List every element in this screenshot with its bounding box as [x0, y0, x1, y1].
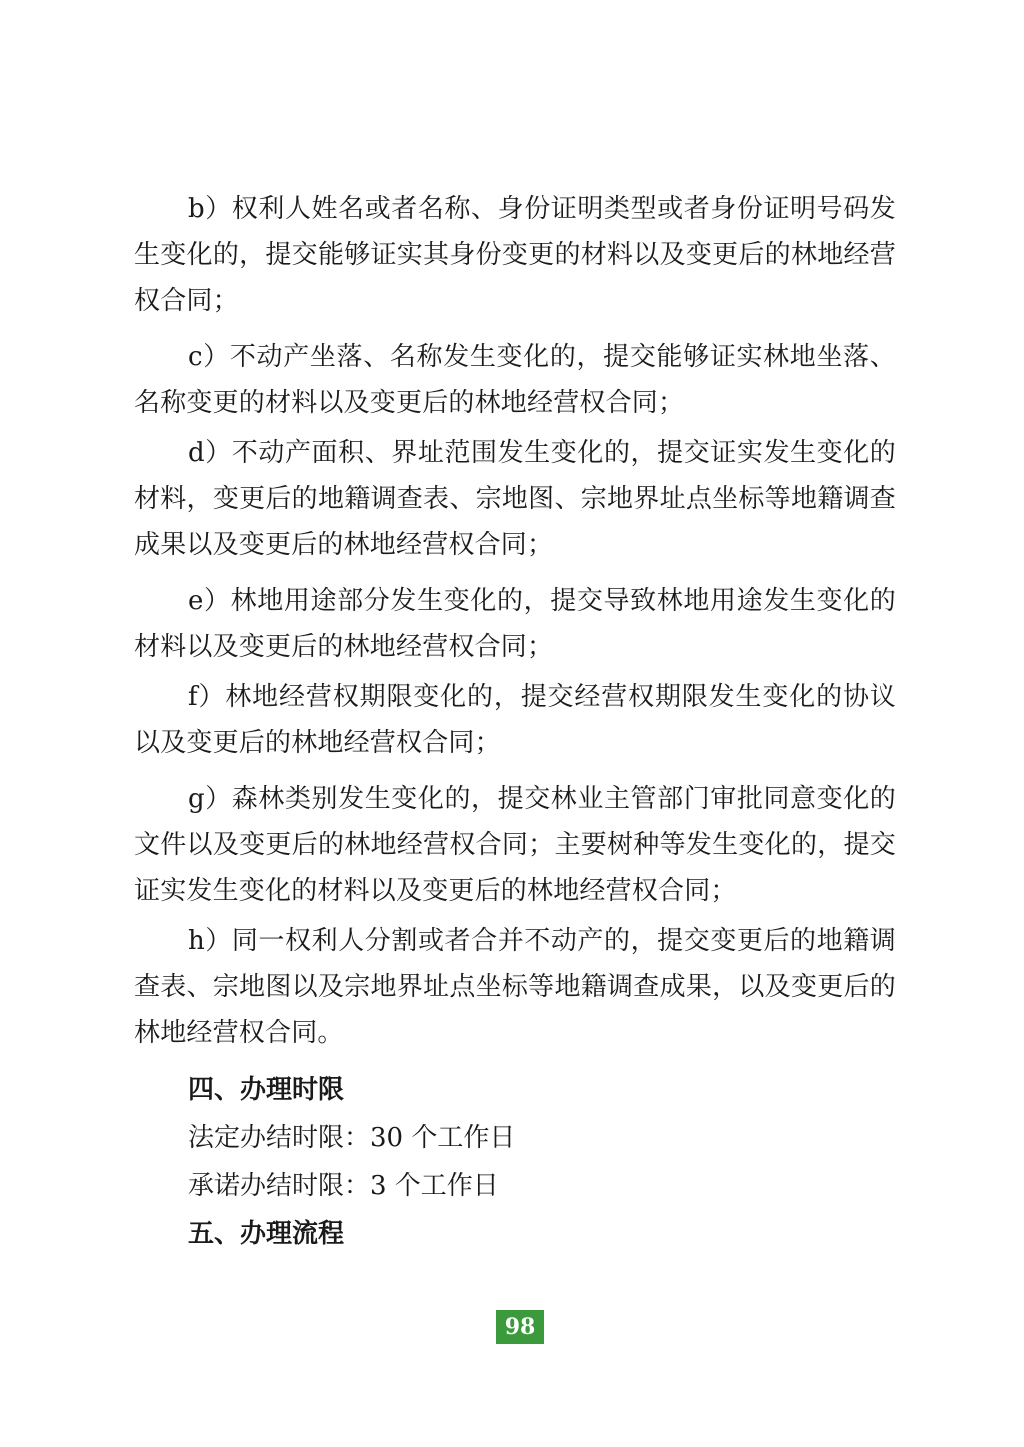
paragraph-g: g）森林类别发生变化的，提交林业主管部门审批同意变化的文件以及变更后的林地经营权合同；主要树种等发生变化的，提交证实发生变化的材料以及变更后的林地经营权合同；: [134, 784, 896, 906]
paragraph-c: c）不动产坐落、名称发生变化的，提交能够证实林地坐落、名称变更的材料以及变更后的林地经营权合同；: [134, 342, 896, 418]
paragraph-f: f）林地经营权期限变化的，提交经营权期限发生变化的协议以及变更后的林地经营权合同；: [134, 682, 896, 758]
section-heading-process: 五、办理流程: [188, 1219, 345, 1249]
page-content: [134, 186, 896, 1258]
paragraph-h: h）同一权利人分割或者合并不动产的，提交变更后的地籍调查表、宗地图以及宗地界址点坐标等地籍调查成果，以及变更后的林地经营权合同。: [134, 926, 896, 1048]
legal-time-limit: 法定办结时限：30 个工作日: [188, 1123, 516, 1153]
section-heading-time-limit: 四、办理时限: [188, 1075, 345, 1105]
promised-time-limit: 承诺办结时限：3 个工作日: [188, 1171, 499, 1201]
paragraph-b: b）权利人姓名或者名称、身份证明类型或者身份证明号码发生变化的，提交能够证实其身份变更的材料以及变更后的林地经营权合同；: [134, 194, 896, 316]
page-number-badge: 98: [496, 1310, 544, 1344]
paragraph-d: d）不动产面积、界址范围发生变化的，提交证实发生变化的材料，变更后的地籍调查表、宗地图、宗地界址点坐标等地籍调查成果以及变更后的林地经营权合同；: [134, 438, 896, 560]
paragraph-e: e）林地用途部分发生变化的，提交导致林地用途发生变化的材料以及变更后的林地经营权合同；: [134, 586, 896, 662]
